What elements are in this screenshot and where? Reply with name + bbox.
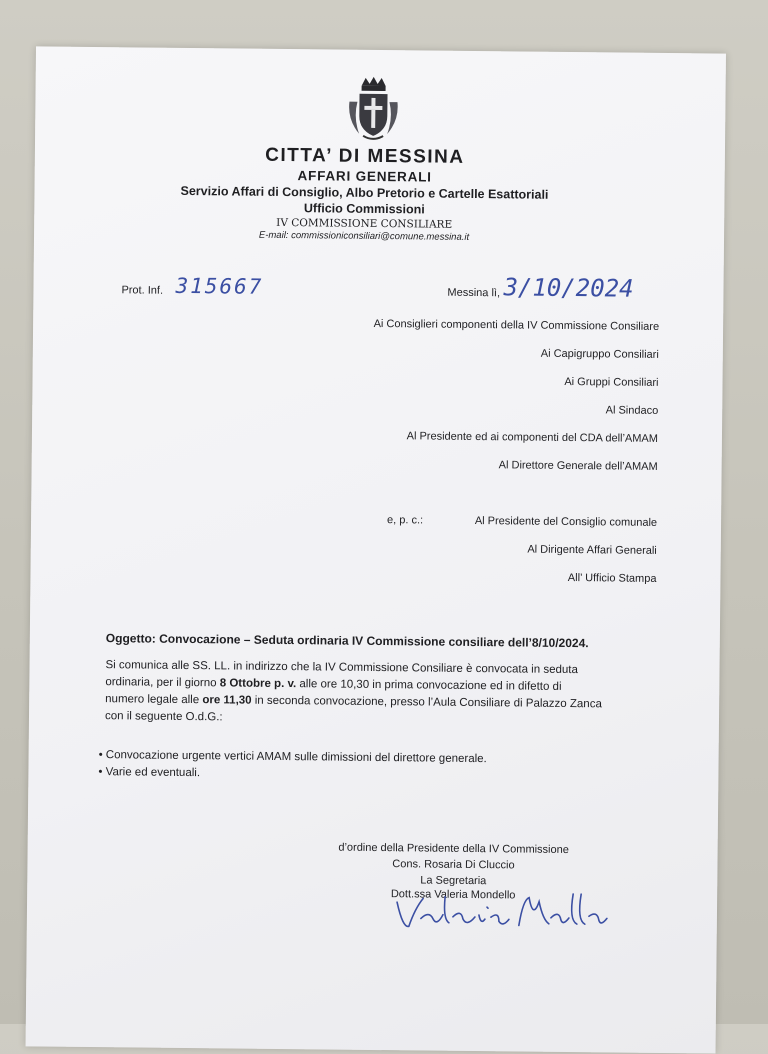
agenda-item-2-text: Varie ed eventuali. [105, 766, 201, 780]
letter-sheet [26, 46, 726, 1053]
signature-line-3: La Segretaria [420, 874, 487, 888]
city-name: CITTA’ DI MESSINA [265, 144, 465, 168]
subject-text: Convocazione – Seduta ordinaria IV Commissione consiliare dell’8/10/2024. [159, 631, 589, 651]
cc-recipient-3: All’ Ufficio Stampa [567, 571, 657, 585]
recipient-2: Ai Capigruppo Consiliari [540, 347, 659, 361]
place-label: Messina lì, [447, 286, 501, 300]
protocol-label: Prot. Inf. [121, 284, 164, 297]
department-name: AFFARI GENERALI [297, 168, 432, 185]
signature-line-1: d’ordine della Presidente della IV Commissione [338, 841, 569, 857]
recipient-1: Ai Consiglieri componenti della IV Commissione Consiliare [373, 317, 660, 333]
body-line-3-c: in seconda convocazione, presso l’Aula Consiliare di Palazzo Zanca [251, 694, 602, 711]
bullet-icon: • [98, 749, 106, 762]
city-crest-icon [345, 76, 402, 143]
agenda-item-2 [98, 764, 200, 782]
subject [106, 631, 589, 650]
handwritten-signature [393, 888, 624, 940]
office-email: E-mail: commissioniconsiliari@comune.messina.it [258, 229, 470, 243]
subject-label: Oggetto: [105, 631, 156, 646]
body-line-4: con il seguente O.d.G.: [104, 710, 223, 724]
agenda-item-1-text: Convocazione urgente vertici AMAM sulle dimissioni del direttore generale. [105, 749, 487, 766]
recipient-6: Al Direttore Generale dell’AMAM [498, 459, 658, 473]
cc-recipient-1: Al Presidente del Consiglio comunale [474, 515, 658, 529]
service-name: Servizio Affari di Consiglio, Albo Pretorio e Cartelle Esattoriali [180, 183, 549, 202]
office-name: Ufficio Commissioni [303, 201, 425, 217]
body-line-2-c: alle ore 10,30 in prima convocazione ed in difetto di [296, 678, 562, 693]
recipient-5: Al Presidente ed ai componenti del CDA dell’AMAM [406, 430, 659, 445]
signature-line-4: Dott.ssa Valeria Mondello [390, 888, 516, 902]
body-line-3-a: numero legale alle [105, 693, 203, 707]
bullet-icon: • [98, 766, 106, 779]
body-line-1: Si comunica alle SS. LL. in indirizzo che la IV Commissione Consiliare è convocata in seduta [105, 659, 578, 677]
commission-name: IV COMMISSIONE CONSILIARE [276, 216, 453, 231]
second-call-time: ore 11,30 [202, 694, 252, 707]
cc-prefix: e, p. c.: [387, 514, 424, 527]
protocol-number: 315667 [175, 273, 264, 299]
meeting-date: 8 Ottobre p. v. [219, 677, 297, 691]
recipient-3: Ai Gruppi Consiliari [564, 375, 659, 389]
body-line-2-a: ordinaria, per il giorno [105, 676, 220, 690]
recipient-4: Al Sindaco [605, 404, 659, 417]
cc-recipient-2: Al Dirigente Affari Generali [527, 543, 657, 557]
letter-date: 3/10/2024 [503, 273, 634, 303]
signature-line-2: Cons. Rosaria Di Cluccio [392, 858, 515, 872]
